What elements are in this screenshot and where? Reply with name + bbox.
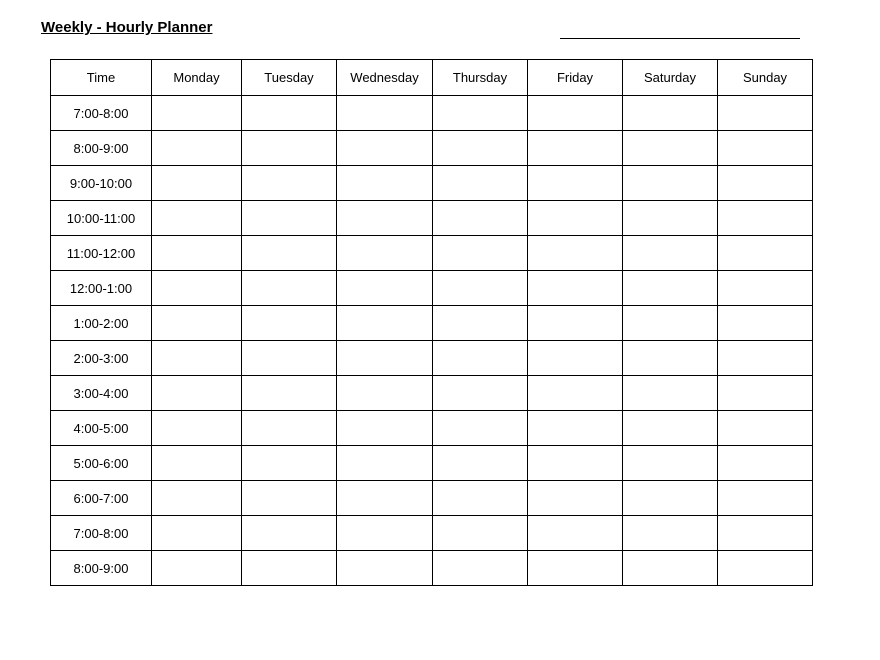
planner-cell-monday[interactable] (152, 201, 242, 236)
planner-cell-saturday[interactable] (623, 271, 718, 306)
planner-cell-monday[interactable] (152, 236, 242, 271)
time-slot-label: 3:00-4:00 (51, 376, 152, 411)
table-row (51, 271, 813, 306)
time-slot-label: 8:00-9:00 (51, 551, 152, 586)
planner-cell-monday[interactable] (152, 96, 242, 131)
planner-cell-thursday[interactable] (433, 271, 528, 306)
planner-cell-sunday[interactable] (718, 516, 813, 551)
planner-cell-thursday[interactable] (433, 201, 528, 236)
table-row (51, 446, 813, 481)
planner-cell-wednesday[interactable] (337, 341, 433, 376)
planner-cell-wednesday[interactable] (337, 236, 433, 271)
planner-cell-saturday[interactable] (623, 341, 718, 376)
time-slot-label: 9:00-10:00 (51, 166, 152, 201)
planner-cell-saturday[interactable] (623, 516, 718, 551)
planner-cell-friday[interactable] (528, 481, 623, 516)
planner-cell-thursday[interactable] (433, 131, 528, 166)
column-header-friday: Friday (528, 60, 623, 96)
planner-body (51, 96, 813, 586)
planner-cell-tuesday[interactable] (242, 166, 337, 201)
planner-cell-friday[interactable] (528, 96, 623, 131)
planner-cell-saturday[interactable] (623, 411, 718, 446)
planner-cell-wednesday[interactable] (337, 166, 433, 201)
planner-cell-tuesday[interactable] (242, 201, 337, 236)
planner-cell-monday[interactable] (152, 271, 242, 306)
time-slot-label: 12:00-1:00 (51, 271, 152, 306)
planner-cell-tuesday[interactable] (242, 96, 337, 131)
table-row (51, 131, 813, 166)
planner-cell-thursday[interactable] (433, 551, 528, 586)
table-row (51, 411, 813, 446)
planner-cell-monday[interactable] (152, 341, 242, 376)
planner-cell-thursday[interactable] (433, 341, 528, 376)
table-row (51, 201, 813, 236)
table-row (51, 236, 813, 271)
planner-cell-sunday[interactable] (718, 236, 813, 271)
planner-cell-wednesday[interactable] (337, 201, 433, 236)
planner-cell-saturday[interactable] (623, 166, 718, 201)
planner-cell-saturday[interactable] (623, 551, 718, 586)
planner-cell-sunday[interactable] (718, 341, 813, 376)
header-row (51, 60, 813, 96)
time-slot-label: 8:00-9:00 (51, 131, 152, 166)
planner-cell-thursday[interactable] (433, 306, 528, 341)
table-row (51, 376, 813, 411)
planner-cell-friday[interactable] (528, 201, 623, 236)
column-header-wednesday: Wednesday (337, 60, 433, 96)
planner-cell-friday[interactable] (528, 271, 623, 306)
planner-table (50, 59, 813, 586)
planner-cell-tuesday[interactable] (242, 411, 337, 446)
table-row (51, 516, 813, 551)
planner-cell-tuesday[interactable] (242, 516, 337, 551)
planner-cell-monday[interactable] (152, 306, 242, 341)
time-slot-label: 10:00-11:00 (51, 201, 152, 236)
table-row (51, 481, 813, 516)
column-header-monday: Monday (152, 60, 242, 96)
planner-cell-saturday[interactable] (623, 481, 718, 516)
planner-cell-wednesday[interactable] (337, 551, 433, 586)
planner-cell-monday[interactable] (152, 166, 242, 201)
column-header-time: Time (51, 60, 152, 96)
time-slot-label: 7:00-8:00 (51, 516, 152, 551)
planner-cell-wednesday[interactable] (337, 411, 433, 446)
planner-cell-sunday[interactable] (718, 131, 813, 166)
planner-cell-friday[interactable] (528, 341, 623, 376)
planner-cell-saturday[interactable] (623, 236, 718, 271)
planner-cell-tuesday[interactable] (242, 131, 337, 166)
planner-cell-wednesday[interactable] (337, 96, 433, 131)
planner-cell-tuesday[interactable] (242, 481, 337, 516)
planner-cell-saturday[interactable] (623, 446, 718, 481)
planner-cell-saturday[interactable] (623, 96, 718, 131)
table-row (51, 306, 813, 341)
planner-cell-wednesday[interactable] (337, 131, 433, 166)
time-slot-label: 6:00-7:00 (51, 481, 152, 516)
planner-cell-monday[interactable] (152, 376, 242, 411)
planner-cell-tuesday[interactable] (242, 341, 337, 376)
planner-cell-sunday[interactable] (718, 201, 813, 236)
table-row (51, 551, 813, 586)
planner-cell-friday[interactable] (528, 411, 623, 446)
planner-cell-friday[interactable] (528, 376, 623, 411)
planner-cell-wednesday[interactable] (337, 271, 433, 306)
planner-cell-sunday[interactable] (718, 306, 813, 341)
time-slot-label: 4:00-5:00 (51, 411, 152, 446)
planner-cell-sunday[interactable] (718, 271, 813, 306)
planner-cell-sunday[interactable] (718, 551, 813, 586)
planner-cell-thursday[interactable] (433, 376, 528, 411)
planner-cell-sunday[interactable] (718, 96, 813, 131)
planner-cell-wednesday[interactable] (337, 481, 433, 516)
planner-cell-sunday[interactable] (718, 481, 813, 516)
name-blank-line (560, 38, 800, 39)
planner-cell-monday[interactable] (152, 551, 242, 586)
planner-cell-wednesday[interactable] (337, 306, 433, 341)
planner-cell-saturday[interactable] (623, 131, 718, 166)
planner-cell-thursday[interactable] (433, 411, 528, 446)
planner-cell-saturday[interactable] (623, 376, 718, 411)
planner-cell-tuesday[interactable] (242, 551, 337, 586)
time-slot-label: 5:00-6:00 (51, 446, 152, 481)
planner-cell-friday[interactable] (528, 306, 623, 341)
planner-cell-wednesday[interactable] (337, 446, 433, 481)
planner-cell-friday[interactable] (528, 446, 623, 481)
planner-cell-saturday[interactable] (623, 306, 718, 341)
planner-cell-sunday[interactable] (718, 446, 813, 481)
time-slot-label: 2:00-3:00 (51, 341, 152, 376)
page-title: Weekly - Hourly Planner (41, 19, 213, 36)
planner-cell-friday[interactable] (528, 166, 623, 201)
planner-cell-friday[interactable] (528, 131, 623, 166)
time-slot-label: 7:00-8:00 (51, 96, 152, 131)
planner-cell-monday[interactable] (152, 446, 242, 481)
column-header-thursday: Thursday (433, 60, 528, 96)
planner-cell-thursday[interactable] (433, 516, 528, 551)
planner-cell-sunday[interactable] (718, 166, 813, 201)
planner-cell-tuesday[interactable] (242, 306, 337, 341)
planner-cell-friday[interactable] (528, 236, 623, 271)
planner-cell-wednesday[interactable] (337, 516, 433, 551)
column-header-saturday: Saturday (623, 60, 718, 96)
planner-cell-sunday[interactable] (718, 411, 813, 446)
planner-cell-thursday[interactable] (433, 481, 528, 516)
planner-cell-saturday[interactable] (623, 201, 718, 236)
column-header-sunday: Sunday (718, 60, 813, 96)
column-header-tuesday: Tuesday (242, 60, 337, 96)
planner-cell-monday[interactable] (152, 131, 242, 166)
planner-cell-monday[interactable] (152, 411, 242, 446)
planner-cell-monday[interactable] (152, 516, 242, 551)
planner-cell-tuesday[interactable] (242, 271, 337, 306)
planner-cell-tuesday[interactable] (242, 376, 337, 411)
planner-cell-friday[interactable] (528, 516, 623, 551)
planner-cell-thursday[interactable] (433, 236, 528, 271)
planner-cell-tuesday[interactable] (242, 236, 337, 271)
table-row (51, 341, 813, 376)
planner-cell-thursday[interactable] (433, 446, 528, 481)
table-row (51, 166, 813, 201)
time-slot-label: 1:00-2:00 (51, 306, 152, 341)
planner-cell-thursday[interactable] (433, 96, 528, 131)
planner-cell-wednesday[interactable] (337, 376, 433, 411)
planner-cell-tuesday[interactable] (242, 446, 337, 481)
planner-cell-monday[interactable] (152, 481, 242, 516)
time-slot-label: 11:00-12:00 (51, 236, 152, 271)
table-row (51, 96, 813, 131)
planner-cell-sunday[interactable] (718, 376, 813, 411)
planner-cell-thursday[interactable] (433, 166, 528, 201)
planner-cell-friday[interactable] (528, 551, 623, 586)
